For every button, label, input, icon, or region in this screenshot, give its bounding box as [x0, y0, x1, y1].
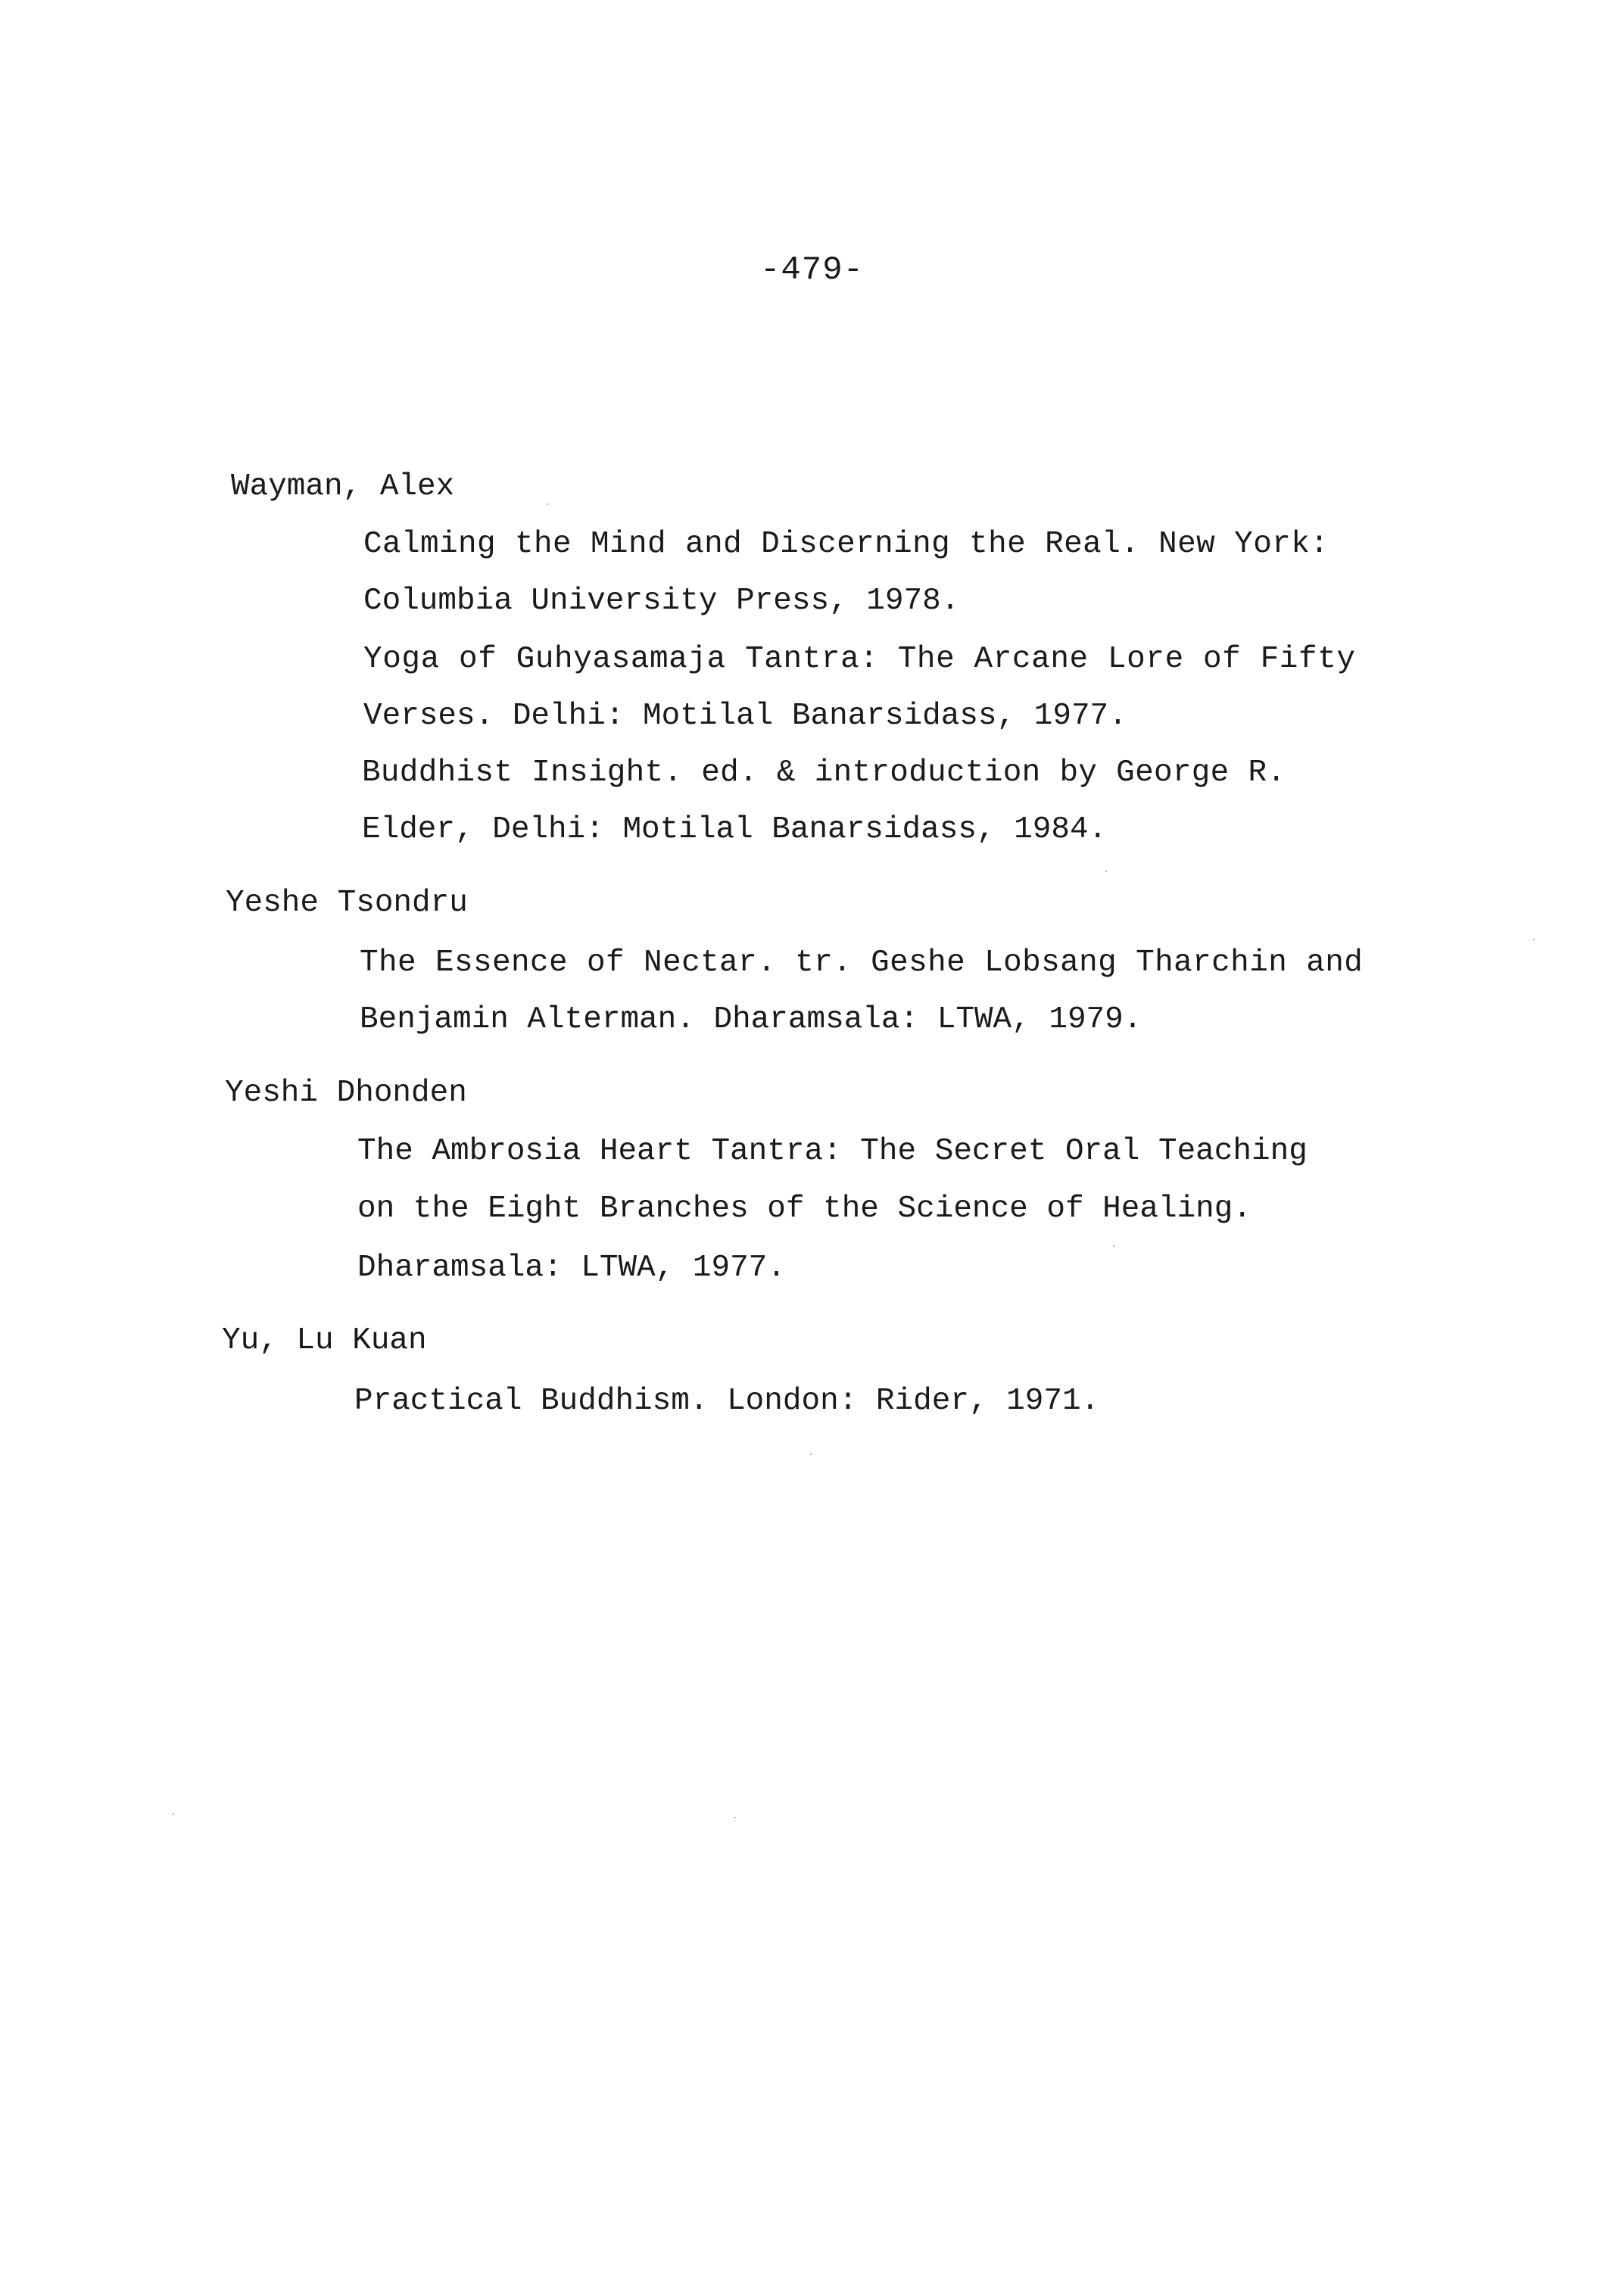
scan-speck [173, 1813, 174, 1815]
entry-line: Dharamsala: LTWA, 1977. [357, 1251, 786, 1285]
entry-line: Columbia University Press, 1978. [363, 584, 960, 618]
entry-author: Yeshe Tsondru [226, 886, 468, 921]
entry-line: Yoga of Guhyasamaja Tantra: The Arcane Lore of Fifty [363, 642, 1356, 677]
entry-line: The Ambrosia Heart Tantra: The Secret Oral Teaching [357, 1134, 1308, 1169]
entry-line: The Essence of Nectar. tr. Geshe Lobsang Tharchin and [360, 946, 1364, 980]
page-number: -479- [759, 251, 865, 289]
scan-speck [810, 1453, 812, 1455]
scan-speck [547, 503, 548, 505]
entry-author: Yeshi Dhonden [225, 1076, 467, 1111]
scan-speck [1113, 1245, 1114, 1247]
entry-line: Verses. Delhi: Motilal Banarsidass, 1977. [363, 699, 1127, 734]
entry-line: Benjamin Alterman. Dharamsala: LTWA, 1979. [360, 1002, 1142, 1037]
entry-author: Wayman, Alex [231, 469, 455, 504]
entry-line: Calming the Mind and Discerning the Real. New York: [363, 527, 1329, 562]
entry-line: Buddhist Insight. ed. & introduction by George R. [362, 756, 1286, 790]
entry-line: Elder, Delhi: Motilal Banarsidass, 1984. [362, 812, 1108, 847]
entry-line: on the Eight Branches of the Science of Healing. [357, 1192, 1252, 1226]
scan-speck [1105, 871, 1107, 872]
scan-speck [734, 1817, 736, 1818]
scan-speck [1533, 939, 1535, 940]
entry-author: Yu, Lu Kuan [222, 1323, 427, 1358]
entry-line: Practical Buddhism. London: Rider, 1971. [354, 1384, 1100, 1419]
